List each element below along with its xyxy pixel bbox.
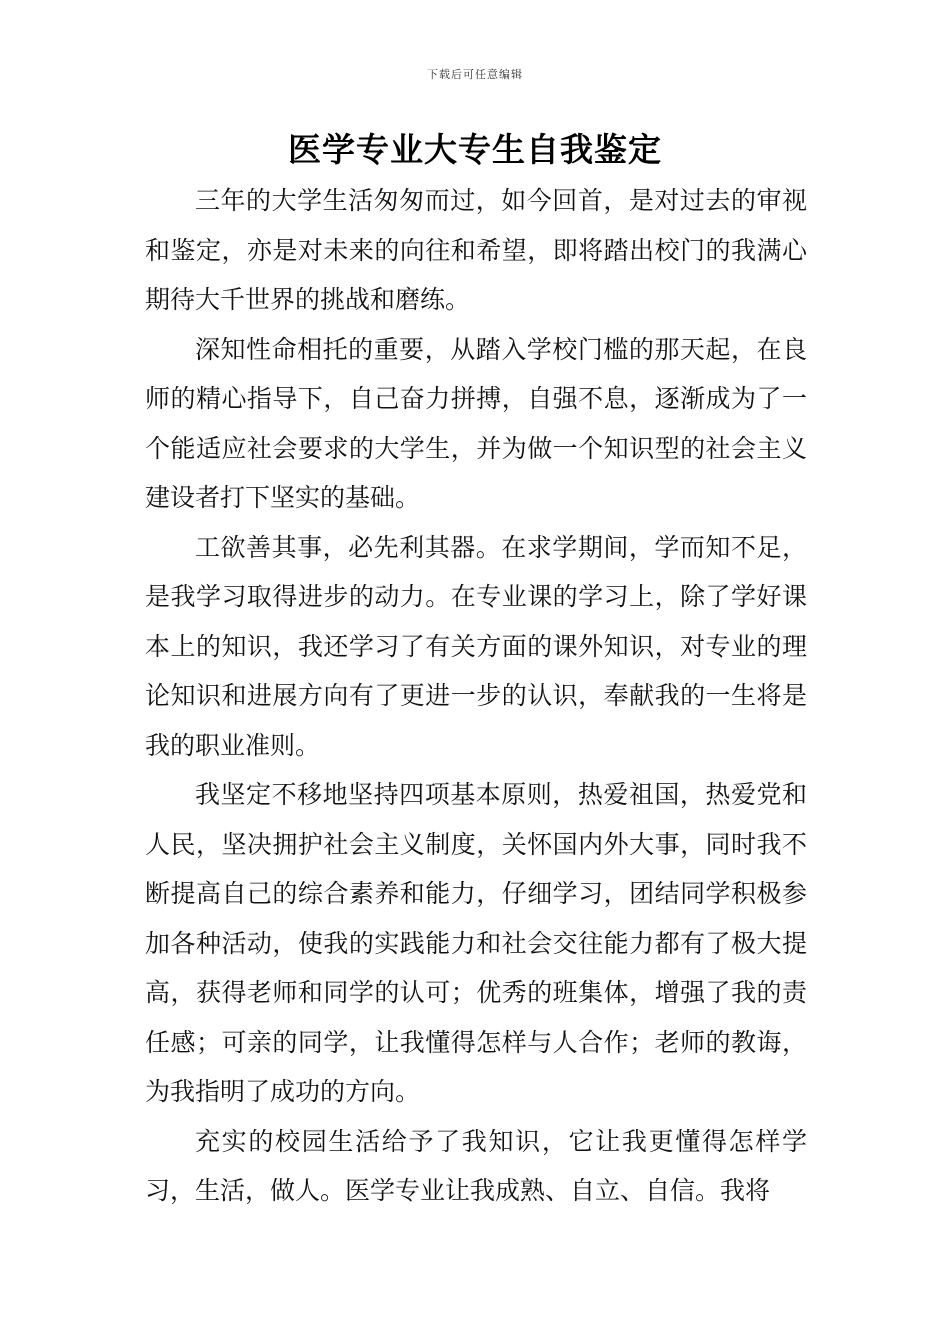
- header-note: 下载后可任意编辑: [427, 68, 523, 81]
- paragraph-4: 我坚定不移地坚持四项基本原则，热爱祖国，热爱党和人民，坚决拥护社会主义制度，关怀国内外大事，同时我不断提高自己的综合素养和能力，仔细学习，团结同学积极参加各种活动，使我的实践能力和社会交往能力都有了极大提高，获得老师和同学的认可；优秀的班集体，增强了我的责任感；可亲的同学，让我懂得怎样与人合作；老师的教诲，为我指明了成功的方向。: [145, 780, 807, 1106]
- document-title: 医学专业大专生自我鉴定: [288, 130, 662, 169]
- paragraph-3: 工欲善其事，必先利其器。在求学期间，学而知不足，是我学习取得进步的动力。在专业课的学习上，除了学好课本上的知识，我还学习了有关方面的课外知识，对专业的理论知识和进展方向有了更进一步的认识，奉献我的一生将是我的职业准则。: [145, 532, 807, 760]
- paragraph-5: 充实的校园生活给予了我知识，它让我更懂得怎样学习，生活，做人。医学专业让我成熟、自立、自信。我将: [145, 1126, 807, 1205]
- document-body: [145, 176, 807, 1216]
- paragraph-2: 深知性命相托的重要，从踏入学校门槛的那天起，在良师的精心指导下，自己奋力拼搏，自强不息，逐渐成为了一个能适应社会要求的大学生，并为做一个知识型的社会主义建设者打下坚实的基础。: [145, 334, 807, 512]
- paragraph-1: 三年的大学生活匆匆而过，如今回首，是对过去的审视和鉴定，亦是对未来的向往和希望，即将踏出校门的我满心期待大千世界的挑战和磨练。: [145, 186, 807, 314]
